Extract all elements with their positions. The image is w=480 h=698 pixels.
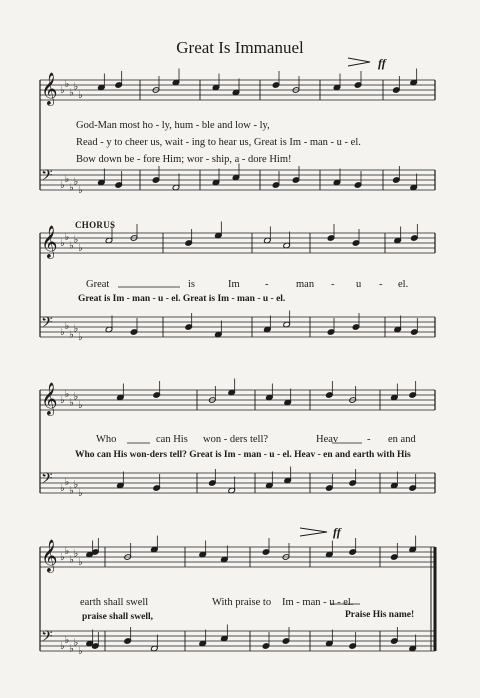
system3-word: can His [156, 434, 188, 445]
system4-word: With praise to [212, 597, 272, 608]
flat-sign: ♭ [64, 634, 70, 646]
flat-sign: ♭ [73, 323, 79, 335]
flat-sign: ♭ [73, 234, 79, 246]
treble-clef: 𝄞 [41, 539, 58, 572]
system4-word: Im - man - u - el. [282, 597, 354, 608]
flat-sign: ♭ [78, 243, 83, 254]
bass-clef: 𝄢 [41, 167, 53, 188]
bass-clef: 𝄢 [41, 314, 53, 335]
flat-sign: ♭ [60, 483, 65, 494]
flat-sign: ♭ [78, 185, 83, 196]
flat-sign: ♭ [73, 391, 79, 403]
flat-sign: ♭ [60, 327, 65, 338]
chorus-word: el. [398, 279, 409, 290]
flat-sign: ♭ [64, 388, 70, 400]
system3-echo-line: Who can His won-ders tell? Great is Im - man - u - el. Heav - en and earth with His [75, 450, 411, 460]
flat-sign: ♭ [60, 85, 65, 96]
flat-sign: ♭ [64, 173, 70, 185]
flat-sign: ♭ [60, 238, 65, 249]
flat-sign: ♭ [78, 557, 83, 568]
verse-line-3: Bow down be - fore Him; wor - ship, a - dore Him! [76, 154, 292, 165]
flat-sign: ♭ [60, 180, 65, 191]
flat-sign: ♭ [78, 90, 83, 101]
flat-sign: ♭ [69, 240, 74, 252]
hymn-title: Great Is Immanuel [176, 38, 304, 57]
chorus-word: Im [228, 279, 240, 290]
treble-clef: 𝄞 [41, 382, 58, 415]
crescendo-mark [348, 58, 370, 66]
flat-sign: ♭ [78, 646, 83, 657]
system3-word: won - ders tell? [203, 434, 269, 445]
flat-sign: ♭ [73, 479, 79, 491]
crescendo-mark [300, 528, 327, 536]
flat-sign: ♭ [64, 545, 70, 557]
system4-echo-right: Praise His name! [345, 610, 415, 620]
dynamic-ff-1: ff [378, 56, 386, 70]
flat-sign: ♭ [60, 641, 65, 652]
flat-sign: ♭ [64, 476, 70, 488]
flat-sign: ♭ [73, 81, 79, 93]
flat-sign: ♭ [69, 643, 74, 655]
chorus-echo-line: Great is Im - man - u - el. Great is Im - man - u - el. [78, 294, 286, 304]
flat-sign: ♭ [78, 332, 83, 343]
flat-sign: ♭ [69, 485, 74, 497]
flat-sign: ♭ [64, 231, 70, 243]
system4-word: earth shall swell [80, 597, 149, 608]
flat-sign: ♭ [69, 397, 74, 409]
verse-line-1: God-Man most ho - ly, hum - ble and low - ly, [76, 120, 270, 131]
system3-word: Heav [316, 434, 339, 445]
flat-sign: ♭ [78, 400, 83, 411]
bass-clef: 𝄢 [41, 470, 53, 491]
flat-sign: ♭ [73, 548, 79, 560]
chorus-word: is [188, 279, 196, 290]
flat-sign: ♭ [64, 320, 70, 332]
dynamic-ff-2: ff [333, 525, 341, 539]
flat-sign: ♭ [69, 87, 74, 99]
bass-clef: 𝄢 [41, 628, 53, 649]
chorus-word: man [296, 279, 315, 290]
chorus-word: u [356, 279, 362, 290]
system3-word: Who [96, 434, 117, 445]
chorus-word: Great [86, 279, 110, 290]
chorus-word: - [379, 279, 383, 290]
flat-sign: ♭ [60, 395, 65, 406]
treble-clef: 𝄞 [41, 72, 58, 105]
system4-echo-left: praise shall swell, [82, 612, 153, 622]
flat-sign: ♭ [78, 488, 83, 499]
system3-word: en and [388, 434, 416, 445]
flat-sign: ♭ [64, 78, 70, 90]
chorus-word: - [331, 279, 335, 290]
verse-line-2: Read - y to cheer us, wait - ing to hear us, Great is Im - man - u - el. [76, 137, 361, 148]
flat-sign: ♭ [69, 329, 74, 341]
system3-word: - [367, 434, 371, 445]
chorus-label: CHORUS [75, 220, 116, 230]
flat-sign: ♭ [69, 182, 74, 194]
flat-sign: ♭ [69, 554, 74, 566]
flat-sign: ♭ [73, 637, 79, 649]
flat-sign: ♭ [60, 552, 65, 563]
flat-sign: ♭ [73, 176, 79, 188]
treble-clef: 𝄞 [41, 225, 58, 258]
chorus-word: - [265, 279, 269, 290]
